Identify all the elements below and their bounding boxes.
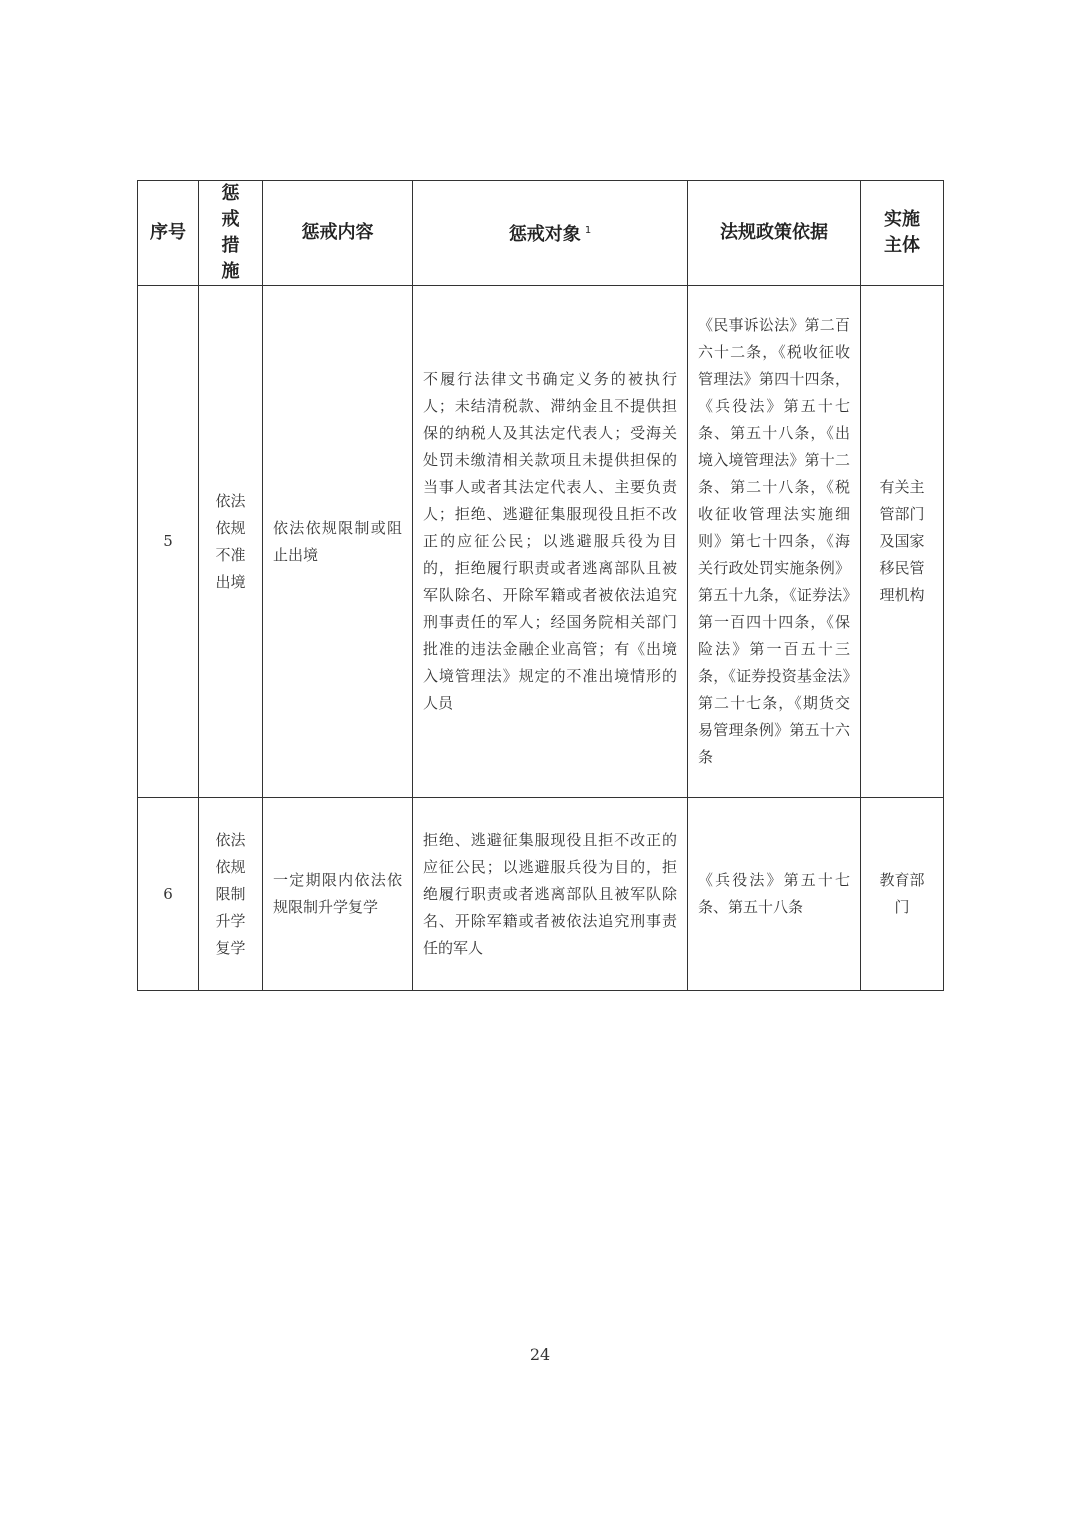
- row-target: 不履行法律文书确定义务的被执行人；未结清税款、滞纳金且不提供担保的纳税人及其法定代表人；受海关处罚未缴清相关款项且未提供担保的当事人或者其法定代表人、主要负责人；拒绝、逃避征集服现役且拒不改正的应征公民；以逃避服兵役为目的，拒绝履行职责或者逃离部队且被军队除名、开除军籍或者被依法追究刑事责任的军人；经国务院相关部门批准的违法金融企业高管；有《出境入境管理法》规定的不准出境情形的人员: [413, 286, 688, 798]
- row-measure: 依法依规限制升学复学: [199, 798, 263, 991]
- header-measure-label: 惩戒措施: [221, 183, 240, 282]
- header-target: [413, 181, 688, 286]
- table-header-row: [138, 181, 944, 286]
- row-basis: 《兵役法》第五十七条、第五十八条: [688, 798, 861, 991]
- header-content: 惩戒内容: [263, 181, 413, 286]
- row-basis: 《民事诉讼法》第二百六十二条，《税收征收管理法》第四十四条，《兵役法》第五十七条、第五十八条，《出境入境管理法》第十二条、第二十八条，《税收征收管理法实施细则》第七十四条，《海关行政处罚实施条例》第五十九条，《证券法》第一百四十四条，《保险法》第一百五十三条，《证券投资基金法》第二十七条，《期货交易管理条例》第五十六条: [688, 286, 861, 798]
- header-measure: [199, 181, 263, 286]
- row-agency: 有关主管部门及国家移民管理机构: [861, 286, 944, 798]
- table-row: [138, 798, 944, 991]
- header-basis: 法规政策依据: [688, 181, 861, 286]
- header-agency-label: 实施主体: [884, 209, 920, 256]
- page-number: 24: [529, 1345, 551, 1364]
- row-seq: 6: [138, 798, 199, 991]
- row-target: 拒绝、逃避征集服现役且拒不改正的应征公民；以逃避服兵役为目的，拒绝履行职责或者逃离部队且被军队除名、开除军籍或者被依法追究刑事责任的军人: [413, 798, 688, 991]
- header-agency: [861, 181, 944, 286]
- header-target-footnote: 1: [584, 225, 592, 236]
- row-content: 一定期限内依法依规限制升学复学: [263, 798, 413, 991]
- table-row: [138, 286, 944, 798]
- row-seq: 5: [138, 286, 199, 798]
- row-agency: 教育部门: [861, 798, 944, 991]
- row-measure: 依法依规不准出境: [199, 286, 263, 798]
- header-target-label: 惩戒对象: [508, 224, 581, 245]
- row-content: 依法依规限制或阻止出境: [263, 286, 413, 798]
- punishment-measures-table: [137, 180, 944, 991]
- header-seq: 序号: [138, 181, 199, 286]
